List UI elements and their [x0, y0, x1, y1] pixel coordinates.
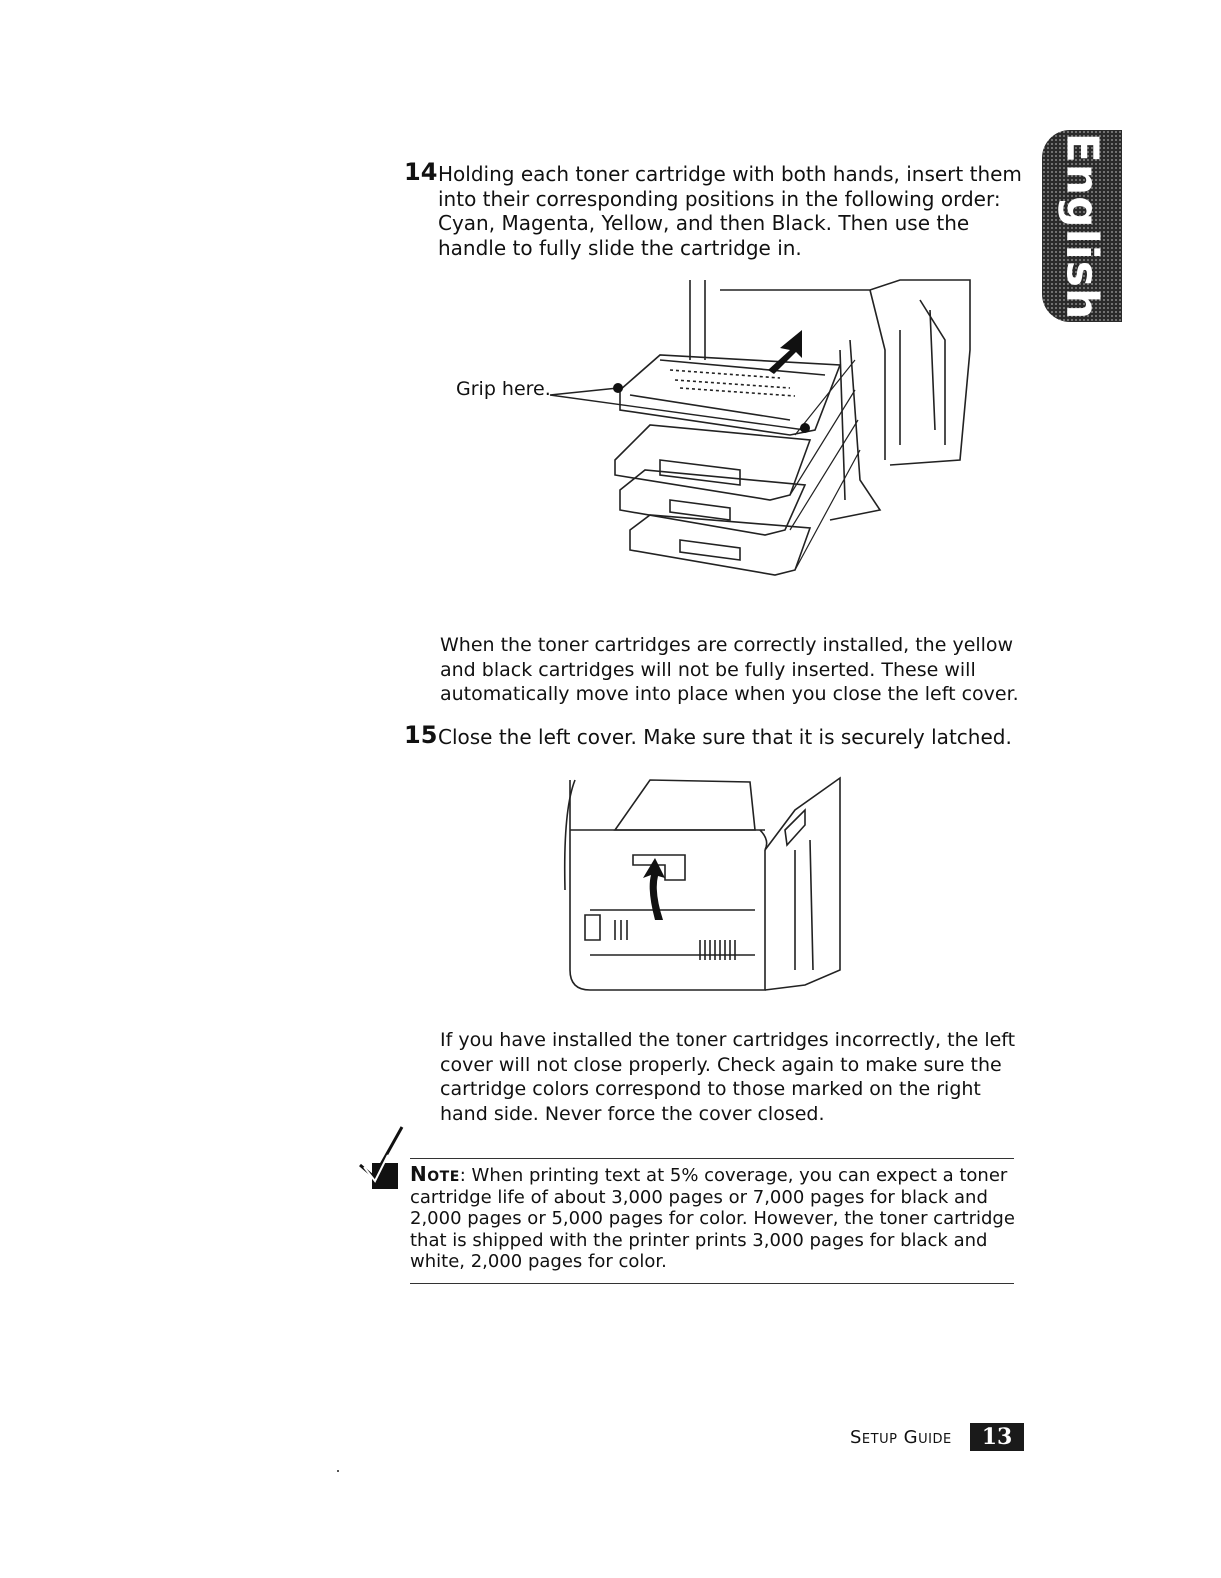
note-bottom-rule: [410, 1283, 1014, 1284]
para2-line-4: hand side. Never force the cover closed.: [440, 1102, 825, 1125]
step-15: [404, 721, 1012, 750]
note-top-rule: [410, 1158, 1014, 1159]
speck: [337, 1470, 339, 1472]
step-15-text: Close the left cover. Make sure that it is securely latched.: [438, 725, 1012, 749]
note-line-2: cartridge life of about 3,000 pages or 7,000 pages for black and: [410, 1186, 988, 1208]
close-left-cover-illustration: [555, 770, 855, 1000]
note-label: Note: [410, 1162, 460, 1186]
grip-here-callout: Grip here.: [456, 378, 551, 400]
step-14-line-1: Holding each toner cartridge with both hands, insert them: [438, 162, 1022, 186]
note-line-5: white, 2,000 pages for color.: [410, 1251, 667, 1273]
para1-line-2: and black cartridges will not be fully inserted. These will: [440, 658, 976, 681]
para2-line-1: If you have installed the toner cartridges incorrectly, the left: [440, 1029, 1016, 1051]
step-14: [404, 158, 1022, 260]
footer-title-text: Setup Guide: [850, 1427, 952, 1448]
para2-line-3: cartridge colors correspond to those marked on the right: [440, 1078, 981, 1100]
step-14-line-2: into their corresponding positions in the following order:: [438, 186, 1001, 211]
note-first-line: : When printing text at 5% coverage, you can expect a toner: [459, 1165, 1008, 1186]
note-line-4: that is shipped with the printer prints 3,000 pages for black and: [410, 1229, 988, 1251]
language-tab-label: English: [1056, 132, 1108, 320]
page-number: 13: [970, 1423, 1024, 1451]
para1-line-1: When the toner cartridges are correctly installed, the yellow: [440, 634, 1014, 656]
checkmark-note-icon: [358, 1125, 406, 1191]
language-tab: [1042, 130, 1122, 322]
para2-line-2: cover will not close properly. Check again to make sure the: [440, 1053, 1002, 1076]
step-14-number: 14: [404, 158, 438, 186]
toner-cartridge-insertion-illustration: [540, 270, 980, 600]
step-14-line-3: Cyan, Magenta, Yellow, and then Black. Then use the: [438, 211, 970, 235]
note-line-3: 2,000 pages or 5,000 pages for color. However, the toner cartridge: [410, 1208, 1015, 1230]
installation-note-paragraph: [440, 633, 1020, 707]
incorrect-install-paragraph: [440, 1028, 1020, 1126]
para1-line-3: automatically move into place when you close the left cover.: [440, 683, 1019, 705]
step-14-line-4: handle to fully slide the cartridge in.: [438, 235, 802, 260]
footer-title: [850, 1427, 952, 1448]
step-15-number: 15: [404, 721, 438, 749]
note-box: [410, 1164, 1016, 1273]
note-line-1: [410, 1164, 1016, 1187]
